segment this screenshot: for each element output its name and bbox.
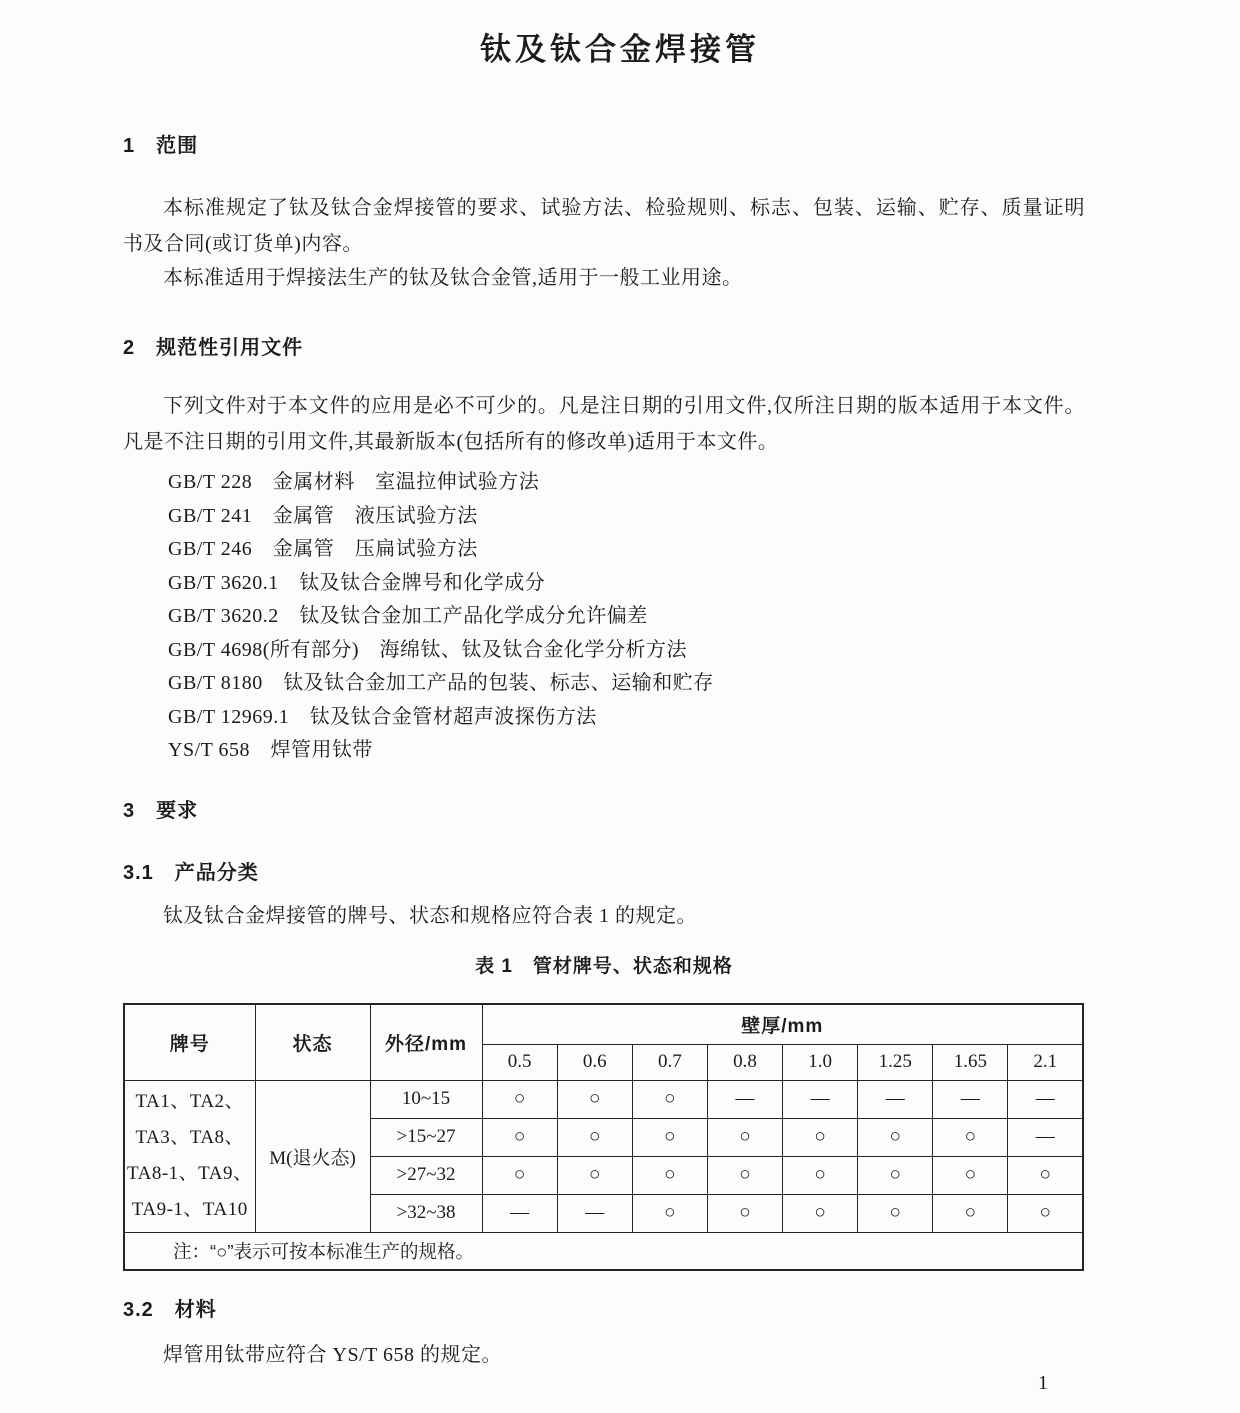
spec-mark: — [783,1080,858,1118]
section-3-1-heading: 3.1 产品分类 [123,862,259,884]
spec-mark: ○ [783,1156,858,1194]
wall-value-header: 1.0 [783,1044,858,1080]
section-1-paragraph-1: 本标准规定了钛及钛合金焊接管的要求、试验方法、检验规则、标志、包装、运输、贮存、质量证明书及合同(或订货单)内容。 [123,197,1085,255]
section-3-2-heading: 3.2 材料 [123,1299,217,1321]
spec-mark: ○ [632,1118,707,1156]
wall-value-header: 0.5 [482,1044,557,1080]
spec-mark: — [557,1194,632,1232]
spec-mark: — [933,1080,1008,1118]
spec-mark: ○ [933,1118,1008,1156]
grade-line: TA9-1、TA10 [131,1199,248,1220]
grade-line: TA8-1、TA9、 [127,1163,253,1184]
spec-mark: ○ [557,1156,632,1194]
grade-line: TA1、TA2、 [135,1091,245,1112]
state-cell: M(退火态) [255,1080,370,1232]
spec-mark: ○ [858,1118,933,1156]
spec-mark: ○ [783,1194,858,1232]
spec-mark: ○ [707,1118,782,1156]
grade-line: TA3、TA8、 [135,1127,245,1148]
reference-item: GB/T 4698(所有部分) 海绵钛、钛及钛合金化学分析方法 [168,638,688,661]
spec-mark: ○ [557,1118,632,1156]
reference-item: GB/T 3620.2 钛及钛合金加工产品化学成分允许偏差 [168,605,648,627]
reference-item: GB/T 241 金属管 液压试验方法 [168,504,478,527]
spec-mark: — [707,1080,782,1118]
section-1-heading: 1 范围 [123,135,199,157]
spec-mark: ○ [1008,1156,1083,1194]
wall-value-header: 0.6 [557,1044,632,1080]
reference-item: YS/T 658 焊管用钛带 [168,739,373,761]
reference-item: GB/T 246 金属管 压扁试验方法 [168,538,478,560]
spec-mark: ○ [933,1156,1008,1194]
section-3-heading: 3 要求 [123,800,199,822]
section-2-intro: 下列文件对于本文件的应用是必不可少的。凡是注日期的引用文件,仅所注日期的版本适用于本文件。凡是不注日期的引用文件,其最新版本(包括所有的修改单)适用于本文件。 [123,395,1085,453]
od-range-cell: >32~38 [370,1194,482,1232]
section-3-1-paragraph: 钛及钛合金焊接管的牌号、状态和规格应符合表 1 的规定。 [163,905,697,927]
spec-mark: ○ [858,1194,933,1232]
wall-value-header: 1.65 [933,1044,1008,1080]
col-header-wall-group: 壁厚/mm [482,1004,1083,1044]
reference-item: GB/T 228 金属材料 室温拉伸试验方法 [168,471,540,493]
spec-mark: ○ [707,1156,782,1194]
spec-mark: ○ [632,1080,707,1118]
wall-value-header: 1.25 [858,1044,933,1080]
document-title: 钛及钛合金焊接管 [480,32,760,67]
table-1-caption: 表 1 管材牌号、状态和规格 [475,956,733,977]
wall-value-header: 2.1 [1008,1044,1083,1080]
spec-mark: ○ [482,1118,557,1156]
col-header-od: 外径/mm [370,1004,482,1080]
spec-mark: — [482,1194,557,1232]
od-range-cell: >15~27 [370,1118,482,1156]
spec-mark: ○ [482,1156,557,1194]
wall-value-header: 0.8 [707,1044,782,1080]
spec-mark: — [1008,1080,1083,1118]
section-3-2-paragraph: 焊管用钛带应符合 YS/T 658 的规定。 [163,1344,502,1366]
reference-item: GB/T 3620.1 钛及钛合金牌号和化学成分 [168,571,546,594]
table-1 [123,1003,1084,1271]
col-header-grade: 牌号 [124,1004,255,1080]
table-note: 注：“○”表示可按本标准生产的规格。 [124,1232,1083,1270]
reference-item: GB/T 12969.1 钛及钛合金管材超声波探伤方法 [168,705,597,728]
wall-value-header: 0.7 [632,1044,707,1080]
spec-mark: ○ [707,1194,782,1232]
reference-item: GB/T 8180 钛及钛合金加工产品的包装、标志、运输和贮存 [168,672,714,694]
spec-mark: ○ [482,1080,557,1118]
section-2-heading: 2 规范性引用文件 [123,337,304,359]
reference-list [123,466,1085,768]
spec-mark: ○ [933,1194,1008,1232]
od-range-cell: >27~32 [370,1156,482,1194]
spec-mark: ○ [632,1156,707,1194]
spec-mark: ○ [783,1118,858,1156]
page-number: 1 [1038,1372,1048,1394]
spec-mark: ○ [1008,1194,1083,1232]
od-range-cell: 10~15 [370,1080,482,1118]
spec-mark: ○ [632,1194,707,1232]
spec-mark: ○ [557,1080,632,1118]
spec-mark: ○ [858,1156,933,1194]
page-content [123,0,1085,1413]
col-header-state: 状态 [255,1004,370,1080]
spec-mark: — [858,1080,933,1118]
grade-cell [124,1080,255,1232]
spec-mark: — [1008,1118,1083,1156]
section-1-paragraph-2: 本标准适用于焊接法生产的钛及钛合金管,适用于一般工业用途。 [163,267,743,289]
